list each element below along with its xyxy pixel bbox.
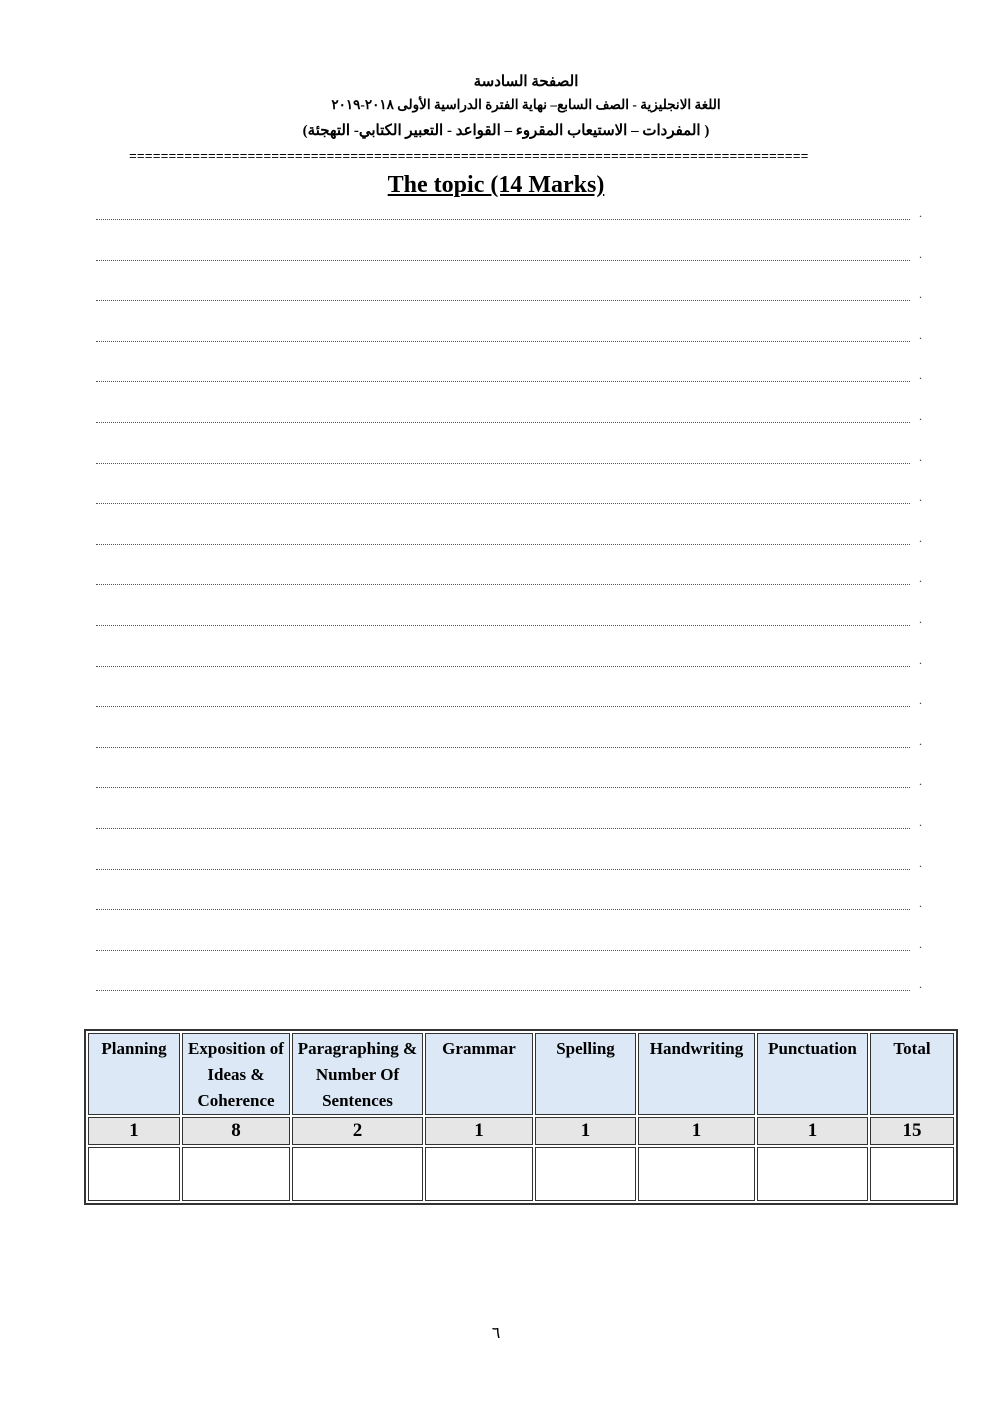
col-header-punctuation: Punctuation xyxy=(757,1033,868,1115)
dotted-rule xyxy=(96,257,910,261)
line-end-dot: . xyxy=(919,327,922,342)
writing-line[interactable] xyxy=(96,814,922,860)
line-end-dot: . xyxy=(919,814,922,829)
writing-line[interactable] xyxy=(96,530,922,576)
line-end-dot: . xyxy=(919,490,922,505)
writing-line[interactable] xyxy=(96,611,922,657)
dotted-rule xyxy=(96,378,910,382)
mark-paragraphing: 2 xyxy=(292,1117,423,1145)
score-cell-grammar[interactable] xyxy=(425,1147,533,1201)
line-end-dot: . xyxy=(919,368,922,383)
dotted-rule xyxy=(96,825,910,829)
line-end-dot: . xyxy=(919,896,922,911)
mark-spelling: 1 xyxy=(535,1117,636,1145)
score-cell-exposition[interactable] xyxy=(182,1147,290,1201)
dotted-rule xyxy=(96,906,910,910)
writing-line[interactable] xyxy=(96,936,922,982)
score-cell-total[interactable] xyxy=(870,1147,954,1201)
writing-line[interactable] xyxy=(96,977,922,1022)
dotted-rule xyxy=(96,947,910,951)
line-end-dot: . xyxy=(919,652,922,667)
dotted-rule xyxy=(96,866,910,870)
col-header-grammar: Grammar xyxy=(425,1033,533,1115)
dotted-rule xyxy=(96,216,910,220)
line-end-dot: . xyxy=(919,733,922,748)
writing-line[interactable] xyxy=(96,490,922,535)
rubric-table xyxy=(84,1029,958,1205)
writing-lines[interactable] xyxy=(96,206,922,1022)
col-header-paragraphing: Paragraphing & Number Of Sentences xyxy=(292,1033,423,1115)
score-cell-handwriting[interactable] xyxy=(638,1147,755,1201)
topic-title: The topic (14 Marks) xyxy=(387,172,605,198)
writing-line[interactable] xyxy=(96,408,922,454)
line-end-dot: . xyxy=(919,287,922,302)
writing-line[interactable] xyxy=(96,206,922,251)
writing-line[interactable] xyxy=(96,855,922,901)
dotted-rule xyxy=(96,419,910,423)
score-cell-paragraphing[interactable] xyxy=(292,1147,423,1201)
writing-line[interactable] xyxy=(96,693,922,738)
page-number: ٦ xyxy=(491,1325,501,1342)
mark-grammar: 1 xyxy=(425,1117,533,1145)
exam-subtitle: اللغة الانجليزية - الصف السابع– نهاية الفترة الدراسية الأولى ٢٠١٨-٢٠١٩ xyxy=(331,97,721,112)
dotted-rule xyxy=(96,622,910,626)
line-end-dot: . xyxy=(919,936,922,951)
writing-line[interactable] xyxy=(96,774,922,819)
writing-line[interactable] xyxy=(96,327,922,373)
col-header-exposition: Exposition of Ideas & Coherence xyxy=(182,1033,290,1115)
mark-exposition: 8 xyxy=(182,1117,290,1145)
dotted-rule xyxy=(96,987,910,991)
line-end-dot: . xyxy=(919,611,922,626)
col-header-total: Total xyxy=(870,1033,954,1115)
line-end-dot: . xyxy=(919,408,922,423)
dotted-rule xyxy=(96,338,910,342)
mark-handwriting: 1 xyxy=(638,1117,755,1145)
writing-line[interactable] xyxy=(96,368,922,413)
line-end-dot: . xyxy=(919,977,922,992)
col-header-spelling: Spelling xyxy=(535,1033,636,1115)
dotted-rule xyxy=(96,297,910,301)
dotted-rule xyxy=(96,663,910,667)
line-end-dot: . xyxy=(919,530,922,545)
separator-line: ====================================================================================== xyxy=(129,149,809,164)
score-cell-spelling[interactable] xyxy=(535,1147,636,1201)
dotted-rule xyxy=(96,500,910,504)
line-end-dot: . xyxy=(919,206,922,220)
col-header-planning: Planning xyxy=(88,1033,180,1115)
dotted-rule xyxy=(96,703,910,707)
line-end-dot: . xyxy=(919,774,922,789)
exam-sections: ( المفردات – الاستيعاب المقروء – القواعد - التعبير الكتابي- التهجئة) xyxy=(302,123,710,139)
dotted-rule xyxy=(96,460,910,464)
writing-line[interactable] xyxy=(96,733,922,779)
mark-total: 15 xyxy=(870,1117,954,1145)
page-label: الصفحة السادسة xyxy=(473,74,579,90)
dotted-rule xyxy=(96,581,910,585)
dotted-rule xyxy=(96,541,910,545)
dotted-rule xyxy=(96,744,910,748)
line-end-dot: . xyxy=(919,855,922,870)
line-end-dot: . xyxy=(919,571,922,586)
score-cell-punctuation[interactable] xyxy=(757,1147,868,1201)
writing-line[interactable] xyxy=(96,287,922,332)
line-end-dot: . xyxy=(919,449,922,464)
col-header-handwriting: Handwriting xyxy=(638,1033,755,1115)
writing-line[interactable] xyxy=(96,652,922,698)
writing-line[interactable] xyxy=(96,246,922,292)
mark-planning: 1 xyxy=(88,1117,180,1145)
line-end-dot: . xyxy=(919,693,922,708)
writing-line[interactable] xyxy=(96,571,922,616)
score-cell-planning[interactable] xyxy=(88,1147,180,1201)
dotted-rule xyxy=(96,784,910,788)
line-end-dot: . xyxy=(919,246,922,261)
writing-line[interactable] xyxy=(96,896,922,941)
mark-punctuation: 1 xyxy=(757,1117,868,1145)
writing-line[interactable] xyxy=(96,449,922,495)
